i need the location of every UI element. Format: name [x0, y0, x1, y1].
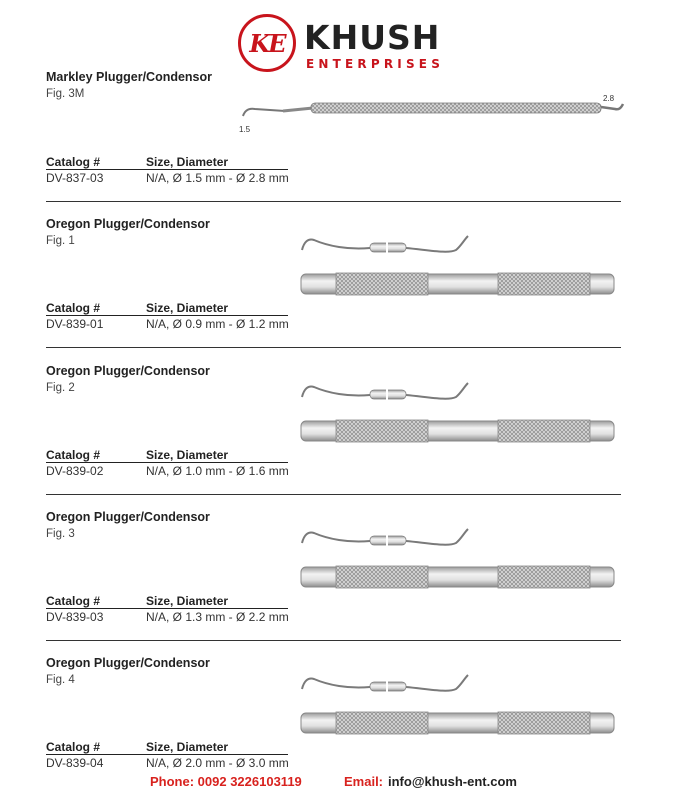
- section-divider: [46, 347, 621, 348]
- product-fig: Fig. 2: [46, 382, 75, 394]
- instrument-tip-image: [298, 375, 478, 411]
- size-diameter: N/A, Ø 1.0 mm - Ø 1.6 mm: [146, 464, 289, 478]
- product-fig: Fig. 3M: [46, 88, 85, 100]
- size-diameter: N/A, Ø 1.5 mm - Ø 2.8 mm: [146, 171, 289, 185]
- footer: [0, 774, 689, 794]
- company-logo: [238, 14, 453, 76]
- size-diameter: N/A, Ø 2.0 mm - Ø 3.0 mm: [146, 756, 289, 770]
- instrument-tip-image: [298, 228, 478, 264]
- size-diameter: N/A, Ø 0.9 mm - Ø 1.2 mm: [146, 317, 289, 331]
- instrument-tip-image: [298, 667, 478, 703]
- email-label: Email:: [344, 774, 384, 789]
- catalog-header: Catalog #: [46, 301, 101, 315]
- header-underline: [46, 608, 288, 609]
- catalog-header: Catalog #: [46, 155, 101, 169]
- catalog-number: DV-837-03: [46, 171, 104, 185]
- size-diameter: N/A, Ø 1.3 mm - Ø 2.2 mm: [146, 610, 289, 624]
- phone-text: Phone: 0092 3226103119: [150, 774, 302, 789]
- section-divider: [46, 640, 621, 641]
- size-header: Size, Diameter: [146, 448, 229, 462]
- product-title: Oregon Plugger/Condensor: [46, 656, 210, 670]
- section-divider: [46, 201, 621, 202]
- product-fig: Fig. 4: [46, 674, 75, 686]
- size-header: Size, Diameter: [146, 594, 229, 608]
- catalog-number: DV-839-03: [46, 610, 104, 624]
- logo-emblem: [238, 14, 296, 72]
- product-title: Oregon Plugger/Condensor: [46, 217, 210, 231]
- header-underline: [46, 462, 288, 463]
- header-underline: [46, 754, 288, 755]
- product-title: Oregon Plugger/Condensor: [46, 510, 210, 524]
- instrument-handle-image: [300, 710, 616, 736]
- instrument-image: [235, 92, 625, 134]
- dimension-label: 2.8: [603, 94, 615, 103]
- catalog-number: DV-839-01: [46, 317, 104, 331]
- catalog-header: Catalog #: [46, 594, 101, 608]
- logo-mark: KE: [249, 28, 285, 58]
- product-fig: Fig. 1: [46, 235, 75, 247]
- catalog-header: Catalog #: [46, 448, 101, 462]
- product-title: Markley Plugger/Condensor: [46, 70, 213, 84]
- dimension-label: 1.5: [239, 125, 251, 134]
- instrument-handle-image: [300, 564, 616, 590]
- instrument-handle-image: [300, 418, 616, 444]
- header-underline: [46, 169, 288, 170]
- size-header: Size, Diameter: [146, 301, 229, 315]
- email-link[interactable]: info@khush-ent.com: [388, 774, 517, 789]
- catalog-number: DV-839-02: [46, 464, 104, 478]
- logo-subtitle: ENTERPRISES: [306, 57, 445, 71]
- product-fig: Fig. 3: [46, 528, 75, 540]
- instrument-handle-image: [300, 271, 616, 297]
- catalog-number: DV-839-04: [46, 756, 104, 770]
- size-header: Size, Diameter: [146, 740, 229, 754]
- logo-name: KHUSH: [304, 18, 441, 57]
- header-underline: [46, 315, 288, 316]
- instrument-tip-image: [298, 521, 478, 557]
- product-title: Oregon Plugger/Condensor: [46, 364, 210, 378]
- catalog-header: Catalog #: [46, 740, 101, 754]
- size-header: Size, Diameter: [146, 155, 229, 169]
- section-divider: [46, 494, 621, 495]
